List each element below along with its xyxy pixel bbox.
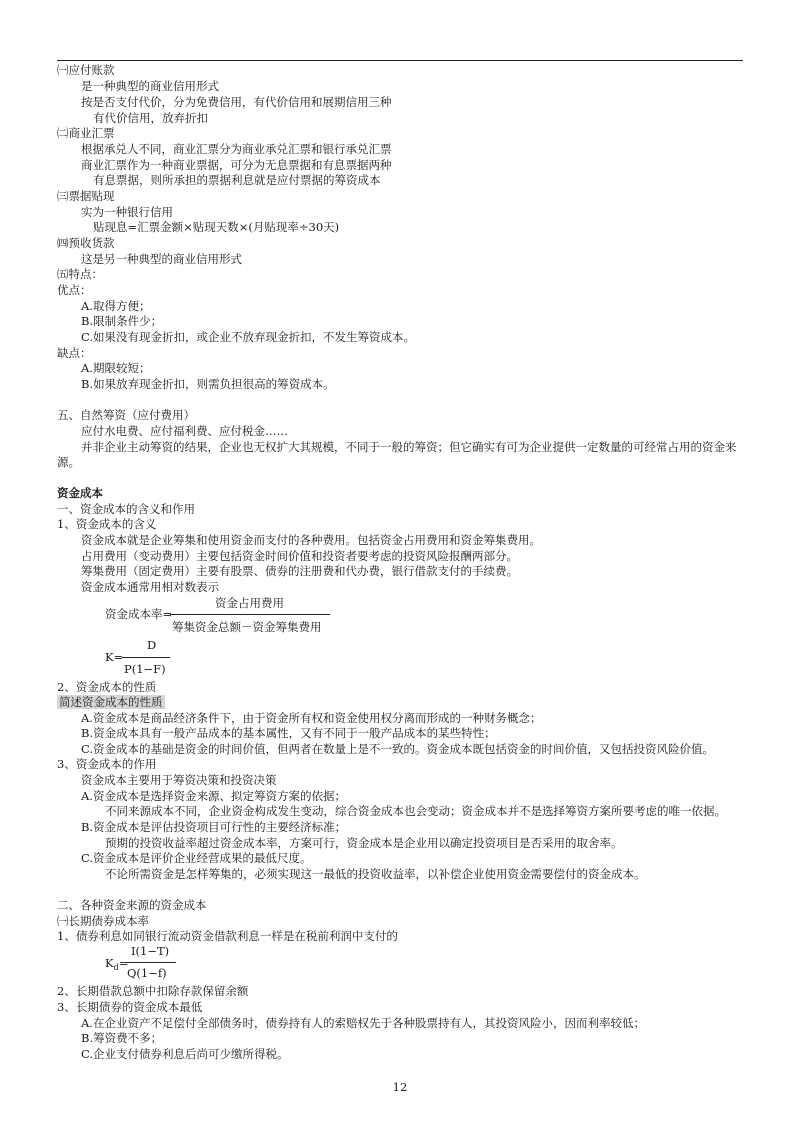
header-rule [57,60,743,61]
text-line: 资金成本主要用于筹资决策和投资决策 [81,773,277,787]
formula-label: K= [105,650,124,664]
text-line: 贴现息=汇票金额×贴现天数×(月贴现率÷30天) [93,220,340,234]
text-line: 资金成本通常用相对数表示 [81,580,219,594]
section-heading: ㈡商业汇票 [57,126,115,140]
text-line: 不同来源成本不同，企业资金构成发生变动，综合资金成本也会变动；资金成本并不是选择筹资方案所要考虑的唯一依据。 [105,804,726,818]
list-item: C.资金成本的基础是资金的时间价值，但两者在数量上是不一致的。资金成本既包括资金的时间价值，又包括投资风险价值。 [81,742,715,756]
list-item: B.如果放弃现金折扣，则需负担很高的筹资成本。 [81,377,335,391]
text-line: 是一种典型的商业信用形式 [81,79,219,93]
text-line: 缺点： [57,346,92,360]
section-heading: 五、自然筹资（应付费用） [57,408,195,422]
page-number: 12 [392,1080,408,1094]
text-line: 根据承兑人不同，商业汇票分为商业承兑汇票和银行承兑汇票 [81,142,392,156]
fraction-bar [122,657,170,658]
fraction-bar [126,962,176,963]
formula-denominator: Q(1−f) [127,966,167,980]
text-line: 有息票据，则所承担的票据利息就是应付票据的筹资成本 [93,173,381,187]
section-heading: ㈠应付账款 [57,63,115,77]
list-item: C.如果没有现金折扣，或企业不放弃现金折扣，不发生筹资成本。 [81,330,416,344]
list-item: B.资金成本具有一般产品成本的基本属性，又有不同于一般产品成本的某些特性； [81,726,496,740]
list-item: B.限制条件少； [81,314,163,328]
section-heading: 3、资金成本的作用 [57,757,157,771]
text-line: 按是否支付代价，分为免费信用，有代价信用和展期信用三种 [81,95,392,109]
page-title: 资金成本 [57,486,103,500]
section-heading: ㈠长期债券成本率 [57,914,149,928]
section-heading: ㈣预收货款 [57,236,115,250]
formula-subscript: d [113,963,119,972]
list-item: A.期限较短； [81,361,151,375]
text-line: 商业汇票作为一种商业票据，可分为无息票据和有息票据两种 [81,158,392,172]
list-item: B.筹资费不多； [81,1031,163,1045]
text-line: 有代价信用，放弃折扣 [93,111,208,125]
text-line: 1、债券利息如同银行流动资金借款利息一样是在税前利润中支付的 [57,929,398,943]
highlight-text: 简述资金成本的性质 [59,695,163,709]
formula-denominator: 筹集资金总额－资金筹集费用 [172,620,322,634]
formula-equals: = [118,956,129,970]
section-heading: 2、资金成本的性质 [57,680,157,694]
text-line: 资金成本就是企业筹集和使用资金而支付的各种费用。包括资金占用费用和资金筹集费用。 [81,533,541,547]
formula-numerator: D [147,638,157,652]
list-item: B.资金成本是评估投资项目可行性的主要经济标准； [81,820,347,834]
highlighted-heading [57,695,165,710]
text-line: 实为一种银行信用 [81,205,173,219]
text-line: 优点： [57,283,92,297]
paragraph: 并非企业主动筹资的结果，企业也无权扩大其规模，不同于一般的筹资；但它确实有可为企业提供一定数量的可经常占用的资金来源。 [57,440,737,469]
list-item: A.取得方便； [81,299,151,313]
formula-label [105,956,128,972]
formula-numerator: 资金占用费用 [215,596,284,610]
section-heading: 一、资金成本的含义和作用 [57,502,195,516]
section-heading: 二、各种资金来源的资金成本 [57,898,207,912]
text-line: 筹集费用（固定费用）主要有股票、债券的注册费和代办费，银行借款支付的手续费。 [81,564,518,578]
formula-label: 资金成本率= [105,607,173,621]
formula-denominator: P(1−F) [124,662,166,676]
text-line: 2、长期借款总额中扣除存款保留余额 [57,984,249,998]
list-item: C.企业支付债券利息后尚可少缴所得税。 [81,1047,289,1061]
text-line: 预期的投资收益率超过资金成本率，方案可行，资金成本是企业用以确定投资项目是否采用的取舍率。 [105,836,623,850]
formula-k: K [105,956,114,970]
list-item: A.在企业资产不足偿付全部债务时，债券持有人的索赔权先于各种股票持有人，其投资风险小，因而利率较低； [81,1016,645,1030]
list-item: A.资金成本是商品经济条件下，由于资金所有权和资金使用权分离而形成的一种财务概念； [81,711,542,725]
section-heading: 1、资金成本的含义 [57,517,157,531]
list-item: C.资金成本是评价企业经营成果的最低尺度。 [81,851,312,865]
section-heading: ㈤特点： [57,267,103,281]
text-line: 不论所需资金是怎样筹集的，必须实现这一最低的投资收益率，以补偿企业使用资金需要偿付的资金成本。 [105,867,646,881]
fraction-bar [170,614,330,615]
list-item: A.资金成本是选择资金来源、拟定筹资方案的依据； [81,789,346,803]
section-heading: ㈢票据贴现 [57,189,115,203]
formula-numerator: I(1−T) [131,944,170,958]
text-line: 应付水电费、应付福利费、应付税金…… [81,424,288,438]
text-line: 3、长期债券的资金成本最低 [57,1000,203,1014]
text-line: 占用费用（变动费用）主要包括资金时间价值和投资者要考虑的投资风险报酬两部分。 [81,549,518,563]
text-line: 这是另一种典型的商业信用形式 [81,252,242,266]
